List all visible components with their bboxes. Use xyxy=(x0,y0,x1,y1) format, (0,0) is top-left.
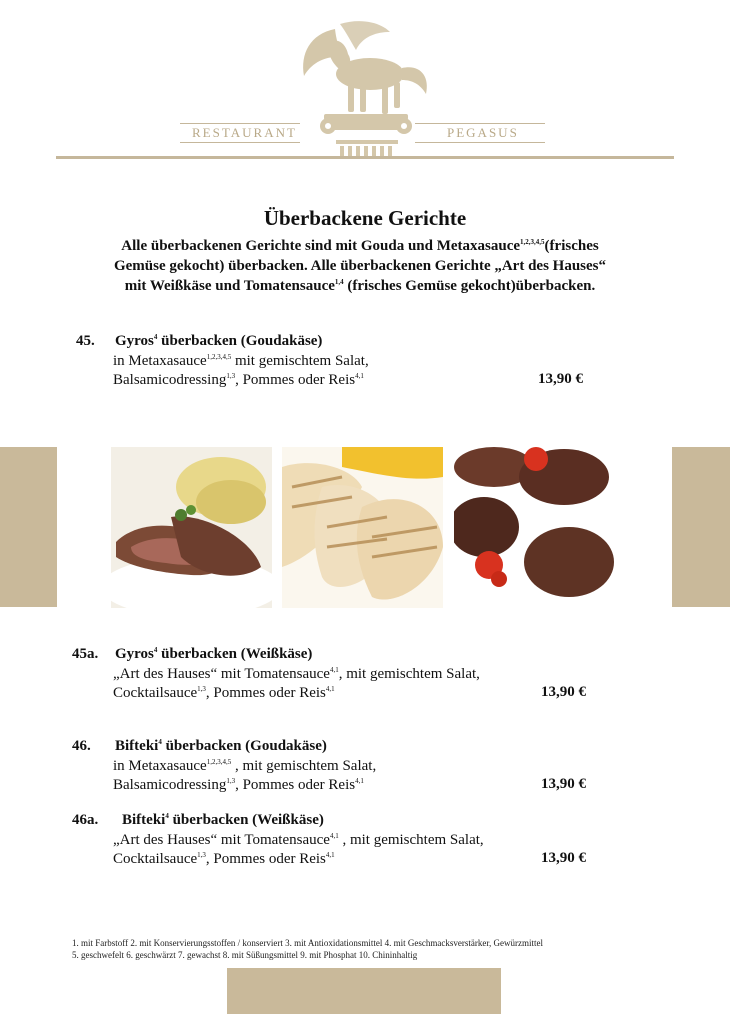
item-description-line-2: Balsamicodressing$^{1,3}$, Pommes oder Reis$^{4,1}$ xyxy=(113,777,364,793)
item-number: 46a. xyxy=(72,812,99,828)
bifteki-photo xyxy=(454,447,615,608)
gyros-photo xyxy=(111,447,272,608)
item-description-line-2: Balsamicodressing$^{1,3}$, Pommes oder Reis$^{4,1}$ xyxy=(113,372,364,388)
item-name: Gyros$^4$ überbacken (Goudakäse) xyxy=(115,333,323,349)
header-main-rule xyxy=(56,156,674,159)
intro-line-3: mit Weißkäse und Tomatensauce$^{1,4}$ (frisches Gemüse gekocht)überbacken. xyxy=(124,278,596,294)
item-name: Bifteki$^4$ überbacken (Goudakäse) xyxy=(115,738,327,754)
item-description-line-1: in Metaxasauce$^{1,2,3,4,5}$ , mit gemischtem Salat, xyxy=(113,758,377,774)
chicken-photo xyxy=(282,447,443,608)
footnote-line-1: 1. mit Farbstoff 2. mit Konservierungsstoffen / konserviert 3. mit Antioxidationsmittel 4. mit Geschmacksverstärker, Gewürzmittel xyxy=(72,938,543,948)
header-pegasus-label: PEGASUS xyxy=(447,125,519,140)
item-number: 45a. xyxy=(72,646,99,662)
item-description-line-1: „Art des Hauses“ mit Tomatensauce$^{4,1}$ , mit gemischtem Salat, xyxy=(113,832,484,848)
left-decorative-bar xyxy=(0,447,57,607)
item-price: 13,90 € xyxy=(541,776,586,792)
bottom-decorative-bar xyxy=(227,968,501,1014)
right-decorative-bar xyxy=(672,447,730,607)
item-name: Gyros$^4$ überbacken (Weißkäse) xyxy=(115,646,313,662)
item-description-line-2: Cocktailsauce$^{1,3}$, Pommes oder Reis$^{4,1}$ xyxy=(113,851,335,867)
header-rule-left-top xyxy=(180,123,300,124)
intro-text xyxy=(60,236,660,296)
item-price: 13,90 € xyxy=(541,850,586,866)
header-rule-right-top xyxy=(415,123,545,124)
header-restaurant-label: RESTAURANT xyxy=(192,125,297,140)
item-price: 13,90 € xyxy=(538,371,583,387)
item-description-line-2: Cocktailsauce$^{1,3}$, Pommes oder Reis$^{4,1}$ xyxy=(113,685,335,701)
item-name: Bifteki$^4$ überbacken (Weißkäse) xyxy=(122,812,324,828)
page-title: Überbackene Gerichte xyxy=(263,206,467,230)
intro-line-2: Gemüse gekocht) überbacken. Alle überbackenen Gerichte „Art des Hauses“ xyxy=(113,258,607,274)
header-rule-left-bottom xyxy=(180,142,300,143)
footnotes xyxy=(72,937,672,961)
item-description-line-1: „Art des Hauses“ mit Tomatensauce$^{4,1}$, mit gemischtem Salat, xyxy=(113,666,480,682)
item-number: 45. xyxy=(76,333,95,349)
footnote-line-2: 5. geschwefelt 6. geschwärzt 7. gewachst 8. mit Süßungsmittel 9. mit Phosphat 10. Chininhaltig xyxy=(72,950,418,960)
header-rule-right-bottom xyxy=(415,142,545,143)
intro-line-1: Alle überbackenen Gerichte sind mit Gouda und Metaxasauce$^{1,2,3,4,5}$(frisches xyxy=(121,238,599,254)
item-number: 46. xyxy=(72,738,91,754)
item-price: 13,90 € xyxy=(541,684,586,700)
item-description-line-1: in Metaxasauce$^{1,2,3,4,5}$ mit gemischtem Salat, xyxy=(113,353,369,369)
